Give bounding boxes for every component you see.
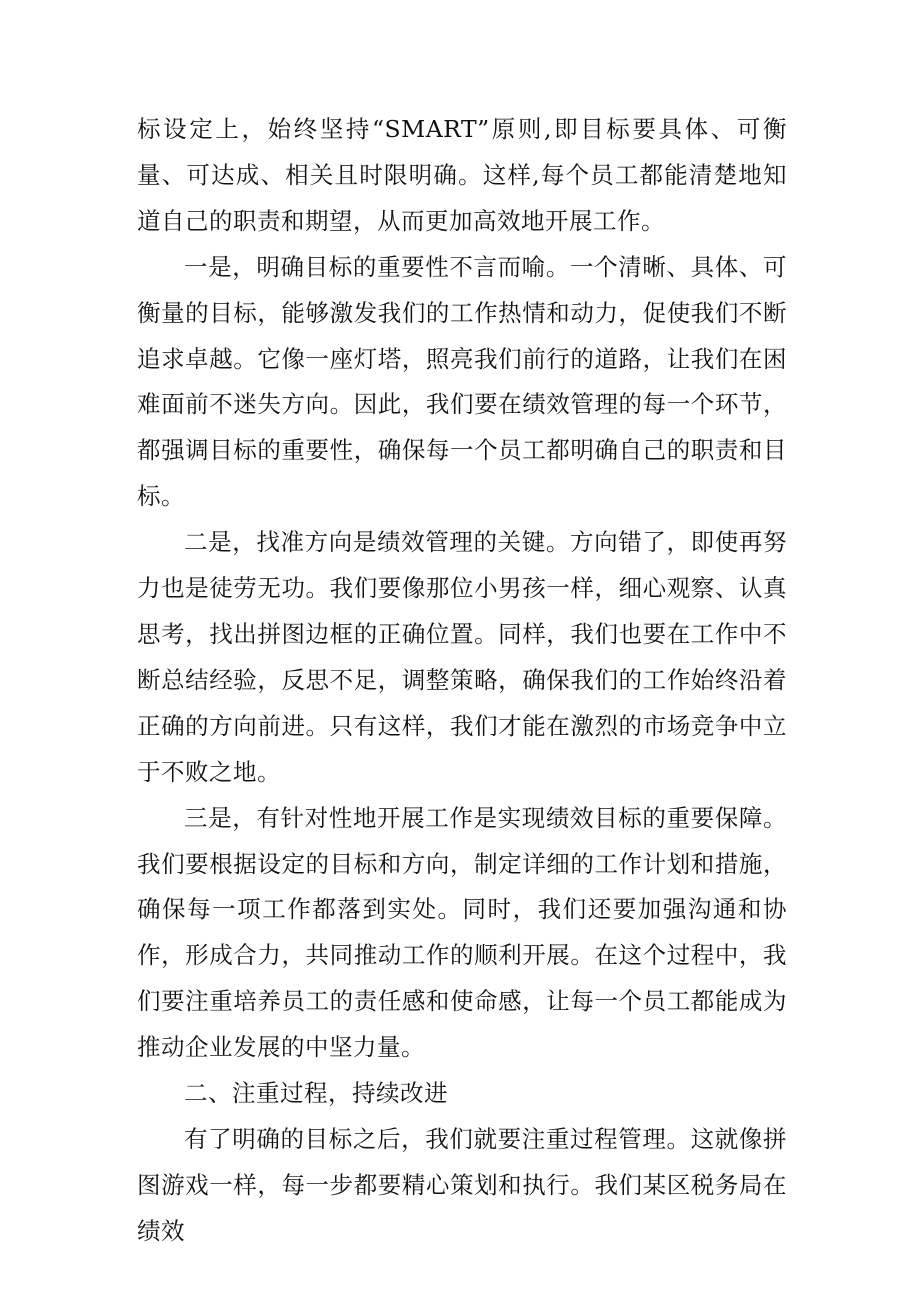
- paragraph-point-one: 一是，明确目标的重要性不言而喻。一个清晰、具体、可衡量的目标，能够激发我们的工作热情和动力，促使我们不断追求卓越。它像一座灯塔，照亮我们前行的道路，让我们在困难面前不迷失方向。因此，我们要在绩效管理的每一个环节，都强调目标的重要性，确保每一个员工都明确自己的职责和目标。: [137, 252, 787, 511]
- section-heading: 二、注重过程，持续改进: [184, 1079, 448, 1108]
- paragraph-process-management: 有了明确的目标之后，我们就要注重过程管理。这就像拼图游戏一样，每一步都要精心策划和执行。我们某区税务局在绩效: [137, 1124, 787, 1245]
- paragraph-continued: 标设定上，始终坚持“SMART”原则,即目标要具体、可衡量、可达成、相关且时限明确。这样,每个员工都能清楚地知道自己的职责和期望，从而更加高效地开展工作。: [137, 115, 787, 235]
- paragraph-point-two: 二是，找准方向是绩效管理的关键。方向错了，即使再努力也是徒劳无功。我们要像那位小男孩一样，细心观察、认真思考，找出拼图边框的正确位置。同样，我们也要在工作中不断总结经验，反思不足，调整策略，确保我们的工作始终沿着正确的方向前进。只有这样，我们才能在激烈的市场竞争中立于不败之地。: [137, 528, 787, 786]
- document-body: [137, 107, 787, 1255]
- paragraph-point-three: 三是，有针对性地开展工作是实现绩效目标的重要保障。我们要根据设定的目标和方向，制定详细的工作计划和措施，确保每一项工作都落到实处。同时，我们还要加强沟通和协作，形成合力，共同推动工作的顺利开展。在这个过程中，我们要注重培养员工的责任感和使命感，让每一个员工都能成为推动企业发展的中坚力量。: [137, 803, 787, 1062]
